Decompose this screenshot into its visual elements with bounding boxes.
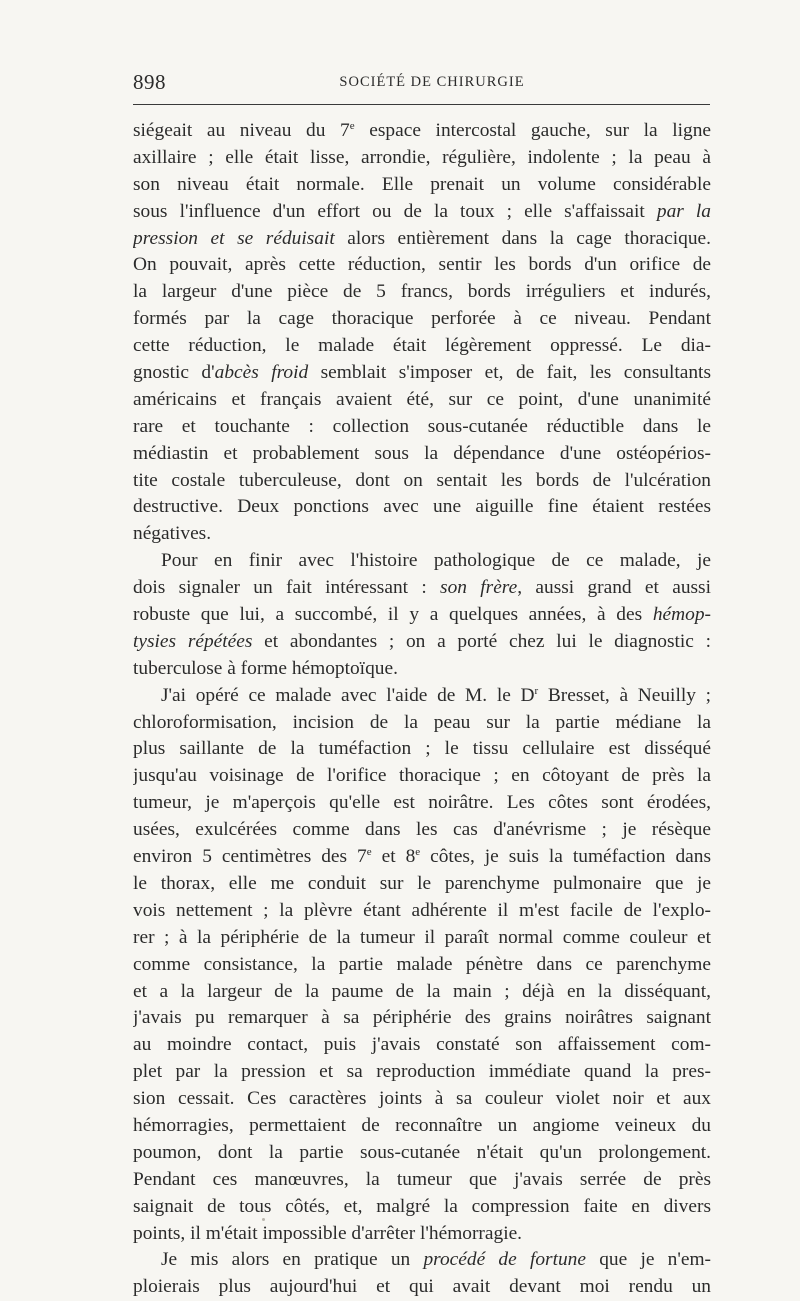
text-line: ploierais plus aujourd'hui et qui avait devant moi rendu un [133,1276,711,1298]
text-line: cette réduction, le malade était légèrement oppressé. Le dia- [133,335,711,357]
page-header [133,70,711,98]
text-line: tuberculose à forme hémoptoïque. [133,657,398,679]
text-line: environ 5 centimètres des 7e et 8e côtes, je suis la tuméfaction dans [133,846,711,868]
text-line: rer ; à la périphérie de la tumeur il paraît normal comme couleur et [133,926,711,948]
text-line: sion cessait. Ces caractères joints à sa couleur violet noir et aux [133,1088,711,1110]
text-line: dois signaler un fait intéressant : son frère, aussi grand et aussi [133,577,711,599]
body-text [133,118,711,1301]
paper-speck [262,1218,265,1221]
text-line: robuste que lui, a succombé, il y a quelques années, à des hémop- [133,604,711,626]
text-line: Je mis alors en pratique un procédé de fortune que je n'em- [161,1249,711,1271]
text-line: destructive. Deux ponctions avec une aiguille fine étaient restées [133,496,711,518]
text-line: pression et se réduisait alors entièrement dans la cage thoracique. [133,227,711,249]
text-line: tysies répétées et abondantes ; on a porté chez lui le diagnostic : [133,630,711,652]
header-rule [133,104,710,105]
running-title: SOCIÉTÉ DE CHIRURGIE [339,74,525,90]
text-line: sous l'influence d'un effort ou de la toux ; elle s'affaissait par la [133,200,711,222]
text-line: axillaire ; elle était lisse, arrondie, régulière, indolente ; la peau à [133,146,711,168]
text-line: Pour en finir avec l'histoire pathologique de ce malade, je [161,550,711,572]
text-line: son niveau était normale. Elle prenait un volume considérable [133,173,711,195]
text-line: la largeur d'une pièce de 5 francs, bords irréguliers et indurés, [133,281,711,303]
text-line: chloroformisation, incision de la peau sur la partie médiane la [133,711,711,733]
text-line: Pendant ces manœuvres, la tumeur que j'avais serrée de près [133,1168,711,1190]
text-line: points, il m'était impossible d'arrêter l'hémorragie. [133,1222,523,1244]
page-number: 898 [133,70,166,94]
text-line: vois nettement ; la plèvre étant adhérente il m'est facile de l'explo- [133,899,711,921]
text-line: rare et touchante : collection sous-cutanée réductible dans le [133,415,711,437]
text-line: et a la largeur de la paume de la main ; déjà en la disséquant, [133,980,711,1002]
text-line: au moindre contact, puis j'avais constaté son affaissement com- [133,1034,711,1056]
text-line: J'ai opéré ce malade avec l'aide de M. le $D^r$ Bresset, à Neuilly ; [161,684,711,706]
text-line: hémorragies, permettaient de reconnaître un angiome veineux du [133,1114,711,1136]
text-line: plus saillante de la tuméfaction ; le tissu cellulaire est disséqué [133,738,711,760]
text-line: médiastin et probablement sous la dépendance d'une ostéopérios- [133,442,711,464]
text-line: usées, exulcérées comme dans les cas d'anévrisme ; je résèque [133,819,711,841]
text-line: tumeur, je m'aperçois qu'elle est noirâtre. Les côtes sont érodées, [133,792,711,814]
text-line: On pouvait, après cette réduction, sentir les bords d'un orifice de [133,254,711,276]
text-line: américains et français avaient été, sur ce point, d'une unanimité [133,388,711,410]
text-line: formés par la cage thoracique perforée à ce niveau. Pendant [133,308,711,330]
text-line: plet par la pression et sa reproduction immédiate quand la pres- [133,1061,711,1083]
text-line: poumon, dont la partie sous-cutanée n'était qu'un prolongement. [133,1141,711,1163]
text-line: le thorax, elle me conduit sur le parenchyme pulmonaire que je [133,872,711,894]
text-line: jusqu'au voisinage de l'orifice thoracique ; en côtoyant de près la [133,765,711,787]
text-line: tite costale tuberculeuse, dont on sentait les bords de l'ulcération [133,469,711,491]
text-line: j'avais pu remarquer à sa périphérie des grains noirâtres saignant [133,1007,711,1029]
text-line: gnostic d'abcès froid semblait s'imposer et, de fait, les consultants [133,362,711,384]
text-line: siégeait au niveau du 7e espace intercostal gauche, sur la ligne [133,120,711,141]
text-line: comme consistance, la partie malade pénètre dans ce parenchyme [133,953,711,975]
text-line: négatives. [133,523,212,545]
text-line: saignait de tous côtés, et, malgré la compression faite en divers [133,1195,711,1217]
